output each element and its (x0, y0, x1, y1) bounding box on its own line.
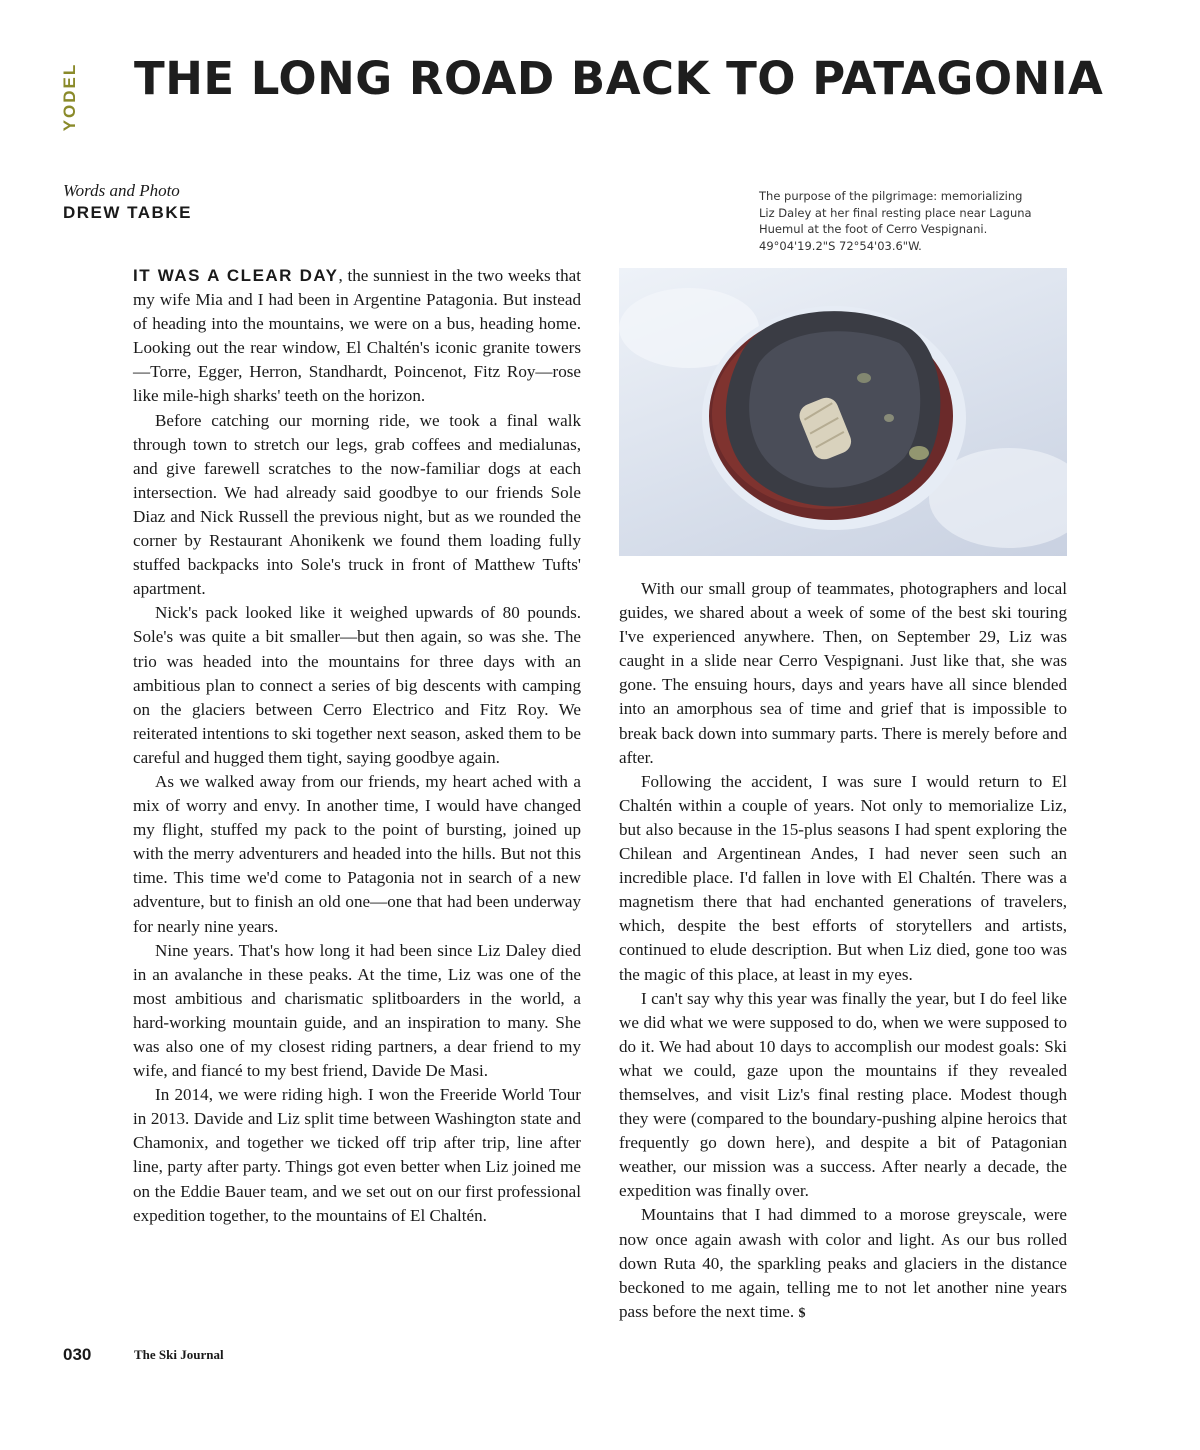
article-paragraph: Following the accident, I was sure I would return to El Chaltén within a couple of years. Not only to memorialize Liz, but also because in the 15-plus seasons I had spent exploring the Chilean and Argentinean Andes, I had never seen such an incredible place. I'd fallen in love with El Chaltén. There was a magnetism there that had enchanted generations of travelers, which, despite the best efforts of storytellers and artists, continued to elude description. But when Liz died, gone too was the magic of this place, at least in my eyes. (619, 771, 1067, 984)
article-paragraph: As we walked away from our friends, my heart ached with a mix of worry and envy. In another time, I would have changed my flight, stuffed my pack to the point of bursting, joined up with the merry adventurers and headed into the hills. But not this time. This time we'd come to Patagonia not in search of a new adventure, but to finish an old one—one that had been underway for nearly nine years. (133, 771, 581, 936)
article-column-left (133, 264, 581, 1228)
article-title: THE LONG ROAD BACK TO PATAGONIA (134, 52, 1104, 105)
article-paragraph: Before catching our morning ride, we took a final walk through town to stretch our legs, grab coffees and medialunas, and give farewell scratches to the now-familiar dogs at each intersection. We had already said goodbye to our friends Sole Diaz and Nick Russell the previous night, but as we rounded the corner by Restaurant Ahonikenk we found them loading fully stuffed backpacks into Sole's truck in front of Matthew Tufts' apartment. (133, 410, 581, 599)
article-paragraph: In 2014, we were riding high. I won the Freeride World Tour in 2013. Davide and Liz split time between Washington state and Chamonix, and together we ticked off trip after trip, line after line, party after party. Things got even better when Liz joined me on the Eddie Bauer team, and we set out on our first professional expedition together, to the mountains of El Chaltén. (133, 1085, 581, 1225)
caption-line: The purpose of the pilgrimage: memorializing (759, 189, 1023, 203)
article-paragraph: I can't say why this year was finally the year, but I do feel like we did what we were supposed to do, when we were supposed to do it. We had about 10 days to accomplish our modest goals: Ski what we could, gaze upon the mountains if they revealed themselves, and visit Liz's final resting place. Modest though they were (compared to the boundary-pushing alpine heroics that frequently go down here), and despite a bit of Patagonian weather, our mission was a success. After nearly a decade, the expedition was finally over. (619, 988, 1067, 1201)
photo-caption (759, 188, 1049, 254)
page-number: 030 (63, 1345, 92, 1364)
byline-author: DREW TABKE (63, 203, 192, 222)
section-tag: YODEL (60, 62, 79, 132)
article-paragraph: IT WAS A CLEAR DAY, the sunniest in the two weeks that my wife Mia and I had been in Argentine Patagonia. But instead of heading into the mountains, we were on a bus, heading home. Looking out the rear window, El Chaltén's iconic granite towers—Torre, Egger, Herron, Standhardt, Poincenot, Fitz Roy—rose like mile-high sharks' teeth on the horizon. (133, 266, 581, 406)
end-mark-icon: $ (798, 1305, 806, 1321)
article-paragraph: With our small group of teammates, photographers and local guides, we shared about a week of some of the best ski touring I've experienced anywhere. Then, on September 29, Liz was caught in a slide near Cerro Vespignani. Just like that, she was gone. The ensuing hours, days and years have all since blended into an amorphous sea of time and grief that is impossible to break back down into summary parts. There is merely before and after. (619, 579, 1067, 767)
caption-line: Liz Daley at her final resting place near Laguna (759, 205, 1032, 220)
publication-name: The Ski Journal (134, 1347, 224, 1362)
caption-line: 49°04'19.2"S 72°54'03.6"W. (759, 238, 922, 253)
article-paragraph: Nine years. That's how long it had been since Liz Daley died in an avalanche in these peaks. At the time, Liz was one of the most ambitious and charismatic splitboarders in the world, a hard-working mountain guide, and an inspiration to many. She was also one of my closest riding partners, a dear friend to my wife, and fiancé to my best friend, Davide De Masi. (133, 940, 581, 1081)
caption-line: Huemul at the foot of Cerro Vespignani. (759, 222, 988, 236)
article-column-right (619, 577, 1067, 1326)
article-paragraph: Nick's pack looked like it weighed upwards of 80 pounds. Sole's was quite a bit smaller—but then again, so was she. The trio was headed into the mountains for three days with an ambitious plan to connect a series of big descents with camping on the glaciers between Cerro Electrico and Fitz Roy. We reiterated intentions to ski together next season, asked them to be careful and hugged them tight, saying goodbye again. (133, 603, 581, 767)
photo-illustration (619, 268, 1067, 556)
memorial-stone-photo (619, 268, 1067, 556)
byline-label: Words and Photo (63, 181, 180, 200)
lead-in: IT WAS A CLEAR DAY (133, 266, 339, 285)
article-paragraph: Mountains that I had dimmed to a morose greyscale, were now once again awash with color and light. As our bus rolled down Ruta 40, the sparkling peaks and glaciers in the distance beckoned to me again, telling me to not let another nine years pass before the next time. $ (619, 1205, 1067, 1321)
